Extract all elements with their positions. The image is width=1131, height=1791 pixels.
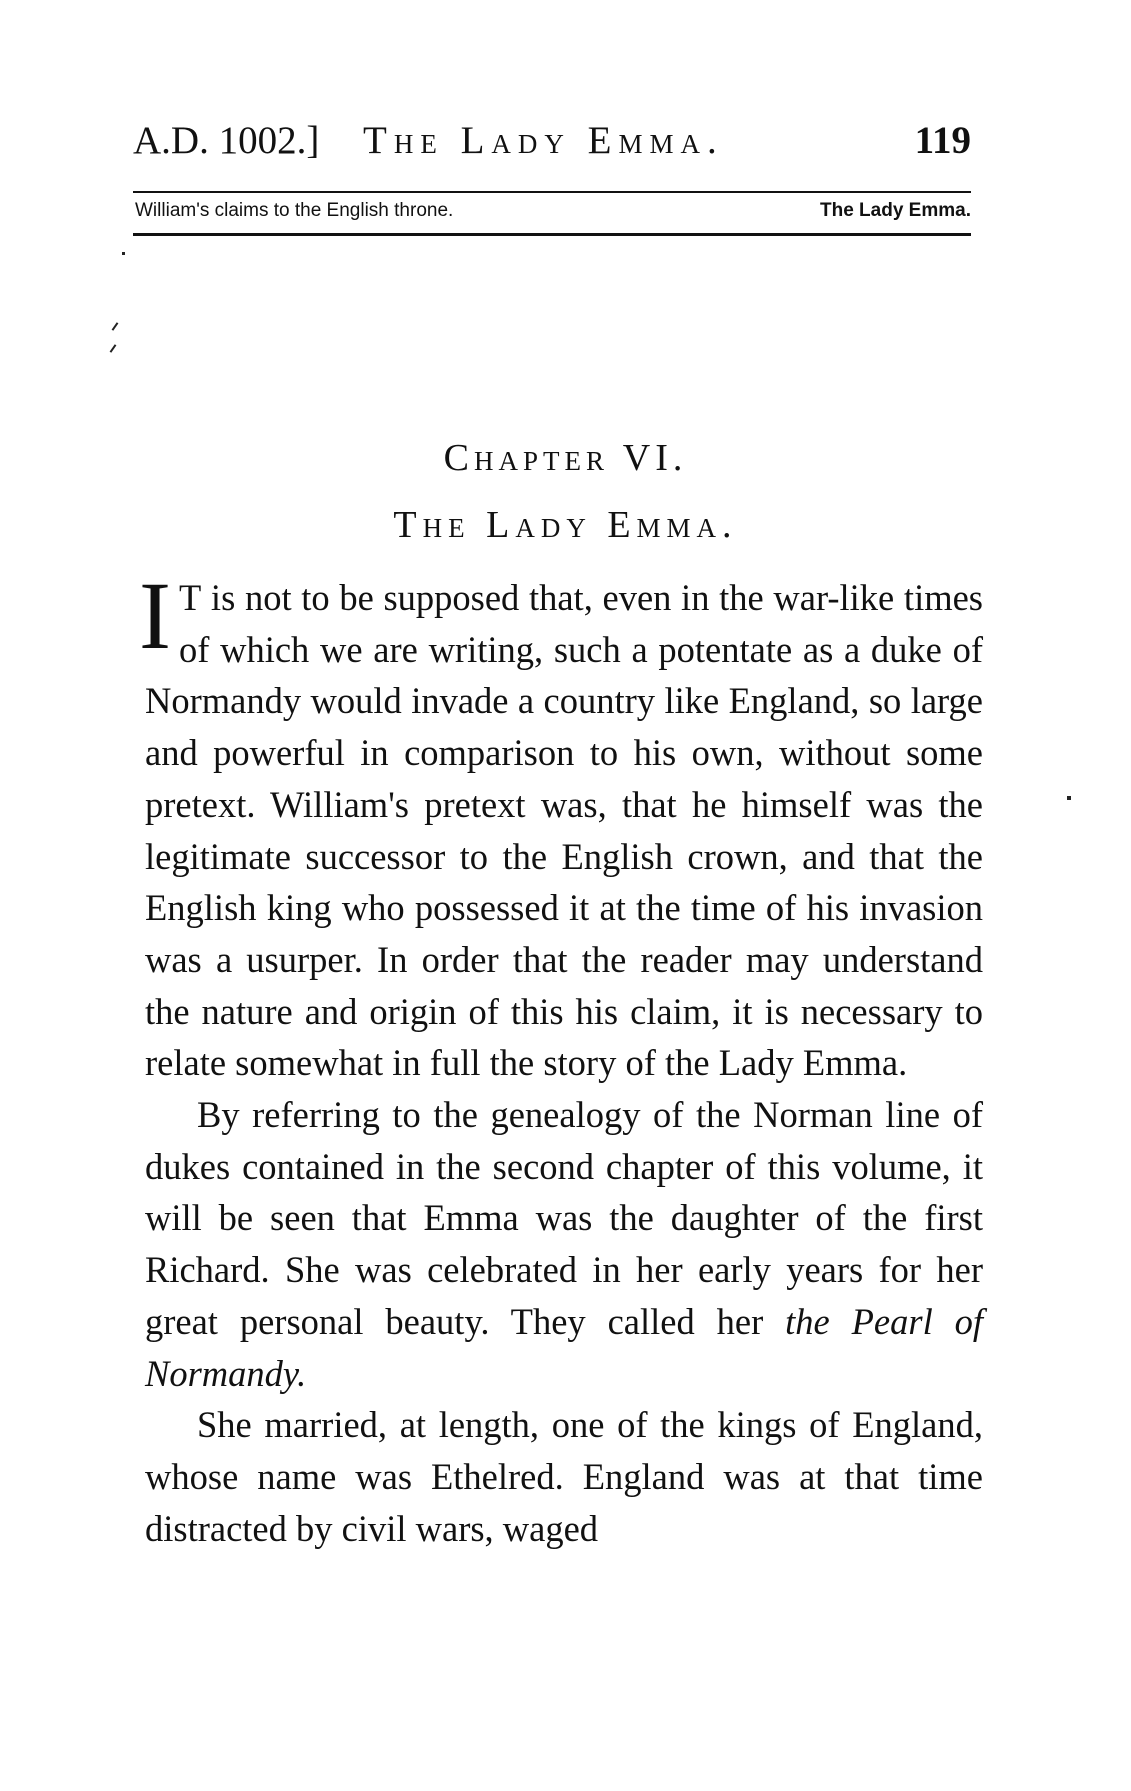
header-rule-top (133, 191, 971, 193)
print-speck (110, 344, 117, 353)
subhead-topic-left: William's claims to the English throne. (135, 200, 454, 221)
paragraph-2-text: By referring to the genealogy of the Norman line of dukes contained in the second chapter of this volume, it will be seen that Emma was the daughter of the first Richard. She was celebrated in her early years for her great personal beauty. They called her (145, 1094, 983, 1342)
paragraph-3 (145, 1399, 983, 1554)
print-speck (112, 322, 119, 331)
marginal-subhead (135, 198, 971, 224)
paragraph-3-text: She married, at length, one of the kings of England, whose name was Ethelred. England was at that time distracted by civil wars, waged (145, 1404, 983, 1549)
drop-cap: I (139, 562, 171, 669)
print-speck (1067, 796, 1071, 800)
subhead-topic-right: The Lady Emma. (820, 200, 971, 221)
body-text (139, 562, 983, 1554)
paragraph-1 (139, 562, 983, 1089)
chapter-number: Chapter VI. (443, 437, 688, 479)
paragraph-2 (145, 1089, 983, 1399)
print-speck (122, 252, 125, 255)
page-number: 119 (914, 119, 971, 162)
paragraph-1-text: is not to be supposed that, even in the war-like times of which we are writing, such a potentate as a duke of Normandy would invade a country like England, so large and powerful in comparison to his own, without some pretext. William's pretext was, that he himself was the legitimate successor to the English crown, and that the English king who possessed it at the time of his invasion was a usurper. In order that the reader may understand the nature and origin of this his claim, it is necessary to relate somewhat in full the story of the Lady Emma. (145, 577, 983, 1084)
header-rule-bottom (133, 233, 971, 236)
running-head-title: The Lady Emma. (363, 119, 724, 162)
nickname-italic: the Pearl of Normandy. (145, 1300, 983, 1394)
paragraph-1-lead: T (178, 577, 202, 618)
running-head-date: A.D. 1002.] (133, 119, 320, 162)
chapter-title: The Lady Emma. (393, 504, 738, 546)
running-head (133, 118, 971, 164)
